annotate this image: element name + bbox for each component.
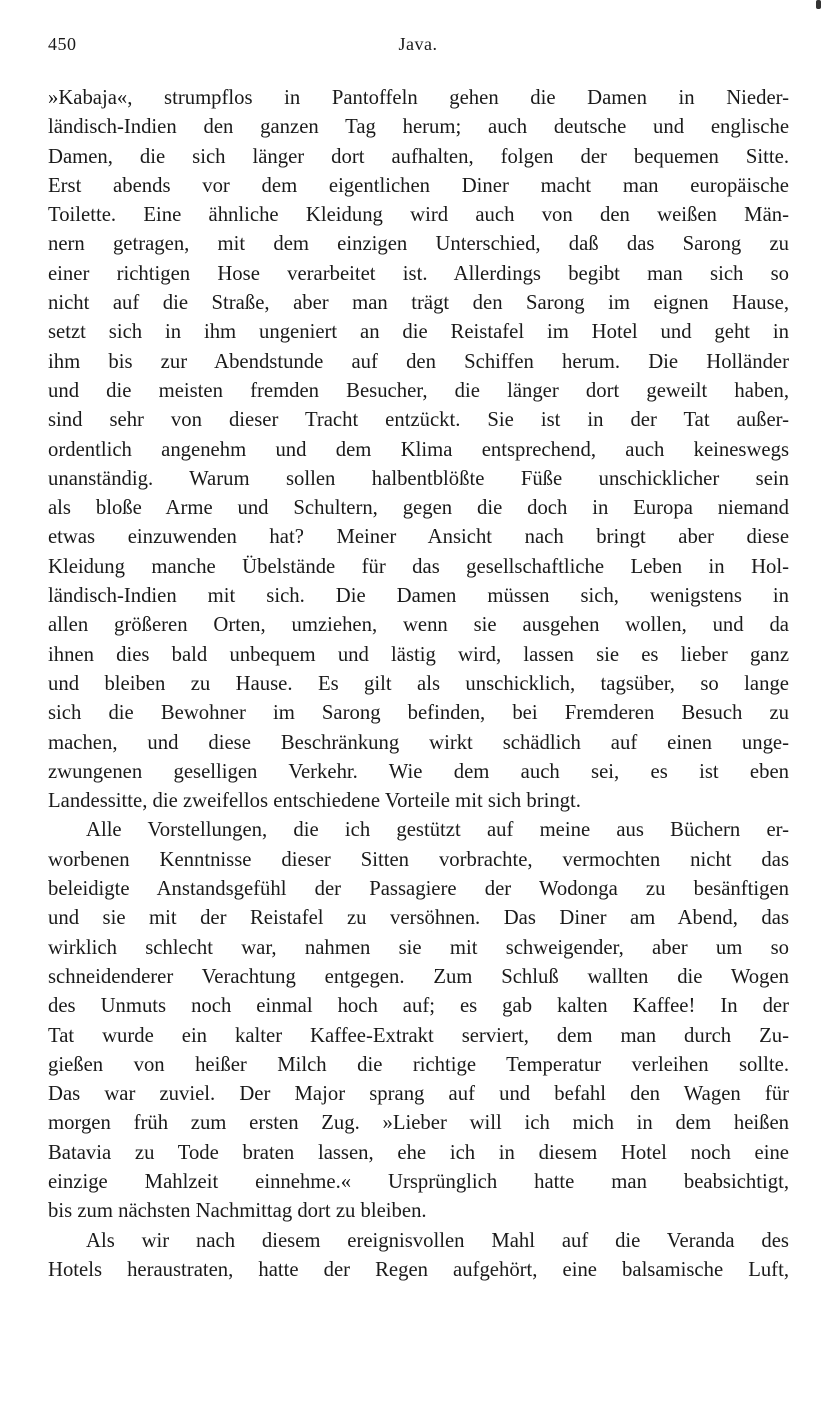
text-line: wirklich schlecht war, nahmen sie mit schweigender, aber um so: [48, 936, 789, 959]
text-line: ländisch-Indien den ganzen Tag herum; auch deutsche und englische: [48, 116, 789, 139]
text-line: zwungenen geselligen Verkehr. Wie dem auch sei, es ist eben: [48, 760, 789, 783]
paragraph: [48, 84, 789, 816]
text-line: Das war zuviel. Der Major sprang auf und befahl den Wagen für: [48, 1083, 789, 1106]
text-line: setzt sich in ihm ungeniert an die Reistafel im Hotel und geht in: [48, 321, 789, 344]
text-line: nicht auf die Straße, aber man trägt den Sarong im eignen Hause,: [48, 292, 789, 315]
text-line: Toilette. Eine ähnliche Kleidung wird auch von den weißen Män-: [48, 204, 789, 227]
text-line: ländisch-Indien mit sich. Die Damen müssen sich, wenigstens in: [48, 585, 789, 608]
text-line: morgen früh zum ersten Zug. »Lieber will ich mich in dem heißen: [48, 1112, 789, 1135]
text-line: ihnen dies bald unbequem und lästig wird, lassen sie es lieber ganz: [48, 643, 789, 666]
scan-mark: [816, 0, 821, 9]
text-line: als bloße Arme und Schultern, gegen die doch in Europa niemand: [48, 497, 789, 520]
paragraph: [48, 816, 789, 1226]
text-line: und sie mit der Reistafel zu versöhnen. Das Diner am Abend, das: [48, 907, 789, 930]
text-line: nern getragen, mit dem einzigen Unterschied, daß das Sarong zu: [48, 233, 789, 256]
text-line: Kleidung manche Übelstände für das gesellschaftliche Leben in Hol-: [48, 555, 789, 578]
text-line: einzige Mahlzeit einnehme.« Ursprünglich hatte man beabsichtigt,: [48, 1170, 789, 1193]
text-line: Erst abends vor dem eigentlichen Diner macht man europäische: [48, 174, 789, 197]
text-line: und bleiben zu Hause. Es gilt als unschicklich, tagsüber, so lange: [48, 672, 789, 695]
text-line: sind sehr von dieser Tracht entzückt. Sie ist in der Tat außer-: [48, 409, 789, 432]
text-line: Damen, die sich länger dort aufhalten, folgen der bequemen Sitte.: [48, 145, 789, 168]
text-line: ordentlich angenehm und dem Klima entsprechend, auch keineswegs: [48, 438, 789, 461]
text-line: schneidenderer Verachtung entgegen. Zum Schluß wallten die Wogen: [48, 965, 789, 988]
text-line: unanständig. Warum sollen halbentblößte Füße unschicklicher sein: [48, 467, 789, 490]
text-line: »Kabaja«, strumpflos in Pantoffeln gehen die Damen in Nieder-: [48, 87, 789, 109]
text-line: Tat wurde ein kalter Kaffee-Extrakt serviert, dem man durch Zu-: [48, 1024, 789, 1047]
body-text: [48, 84, 789, 1285]
text-line: gießen von heißer Milch die richtige Temperatur verleihen sollte.: [48, 1053, 789, 1076]
paragraph: [48, 1227, 789, 1286]
text-line: und die meisten fremden Besucher, die länger dort geweilt haben,: [48, 379, 789, 402]
text-line: einer richtigen Hose verarbeitet ist. Allerdings begibt man sich so: [48, 262, 789, 285]
text-line: ihm bis zur Abendstunde auf den Schiffen herum. Die Holländer: [48, 350, 789, 373]
text-line: sich die Bewohner im Sarong befinden, bei Fremderen Besuch zu: [48, 702, 789, 725]
running-title: Java.: [398, 34, 438, 54]
text-line: bis zum nächsten Nachmittag dort zu bleiben.: [48, 1200, 427, 1223]
text-line: machen, und diese Beschränkung wirkt schädlich auf einen unge-: [48, 731, 789, 754]
text-line: Batavia zu Tode braten lassen, ehe ich in diesem Hotel noch eine: [48, 1141, 789, 1164]
text-line: beleidigte Anstandsgefühl der Passagiere der Wodonga zu besänftigen: [48, 878, 789, 901]
page-number: 450: [48, 34, 77, 54]
text-line: des Unmuts noch einmal hoch auf; es gab kalten Kaffee! In der: [48, 995, 789, 1018]
text-line: Alle Vorstellungen, die ich gestützt auf meine aus Büchern er-: [86, 819, 789, 842]
text-line: Landessitte, die zweifellos entschiedene Vorteile mit sich bringt.: [48, 790, 581, 813]
text-line: allen größeren Orten, umziehen, wenn sie ausgehen wollen, und da: [48, 614, 789, 637]
text-line: Hotels heraustraten, hatte der Regen aufgehört, eine balsamische Luft,: [48, 1258, 789, 1281]
text-line: Als wir nach diesem ereignisvollen Mahl auf die Veranda des: [86, 1229, 789, 1252]
text-line: etwas einzuwenden hat? Meiner Ansicht nach bringt aber diese: [48, 526, 789, 549]
text-line: worbenen Kenntnisse dieser Sitten vorbrachte, vermochten nicht das: [48, 848, 789, 871]
page-header: [48, 34, 788, 64]
